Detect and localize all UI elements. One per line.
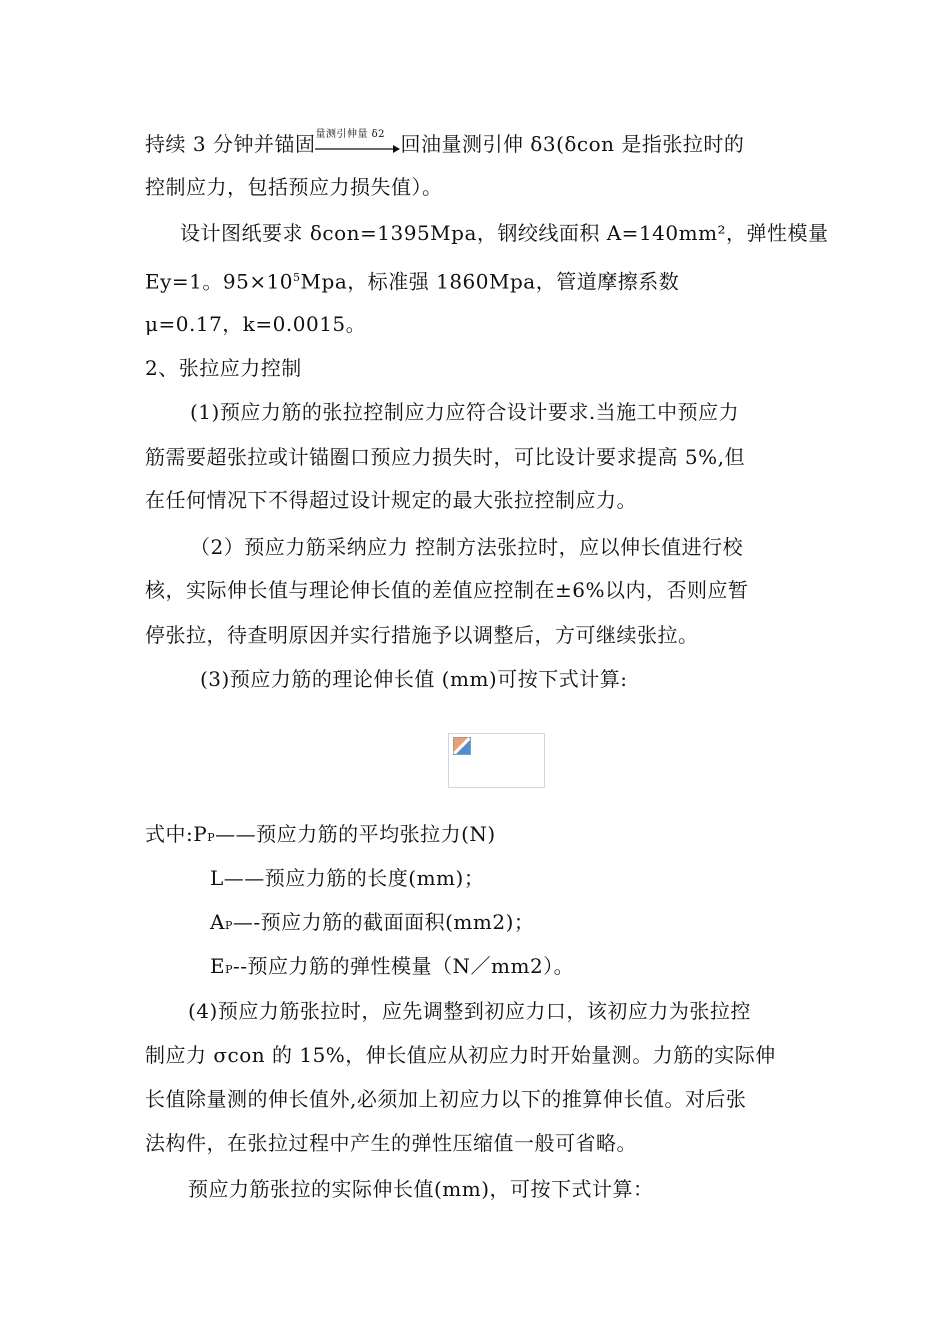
formula-legend-line-3 (210, 909, 534, 939)
paragraph-line-9: 在任何情况下不得超过设计规定的最大张拉控制应力。 (145, 488, 637, 512)
subscript: P (225, 963, 234, 976)
right-arrow-icon (315, 145, 400, 153)
paragraph-line-3: 设计图纸要求 δcon=1395Mpa，钢绞线面积 A=140mm²，弹性模量 (180, 221, 829, 245)
formula-legend-line-1 (145, 821, 496, 851)
broken-image-icon (453, 737, 471, 755)
superscript: 5 (293, 271, 301, 284)
arrow-annotation (315, 128, 400, 157)
arrow-label: 量测引伸量 δ2 (315, 128, 386, 140)
paragraph-line-7: (1)预应力筋的张拉控制应力应符合设计要求.当施工中预应力 (190, 400, 740, 424)
paragraph-line-13: (3)预应力筋的理论伸长值 (mm)可按下式计算: (200, 667, 628, 691)
text-segment: 式中:P (145, 822, 208, 846)
section-heading: 2、张拉应力控制 (145, 356, 302, 380)
paragraph-line-8: 筋需要超张拉或计锚圈口预应力损失时，可比设计要求提高 5%,但 (145, 445, 745, 469)
text-segment: A (210, 910, 225, 934)
paragraph-line-22: 预应力筋张拉的实际伸长值(mm)，可按下式计算： (188, 1177, 654, 1201)
text-segment: --预应力筋的弹性模量（N／mm2）。 (233, 954, 575, 978)
paragraph-line-10: （2）预应力筋采纳应力 控制方法张拉时，应以伸长值进行校 (190, 535, 744, 559)
subscript: P (207, 831, 216, 844)
paragraph-line-2: 控制应力，包括预应力损失值）。 (145, 175, 443, 199)
paragraph-line-4 (145, 265, 679, 295)
paragraph-line-12: 停张拉，待查明原因并实行措施予以调整后，方可继续张拉。 (145, 623, 699, 647)
paragraph-line-20: 长值除量测的伸长值外,必须加上初应力以下的推算伸长值。对后张 (145, 1087, 747, 1111)
text-segment: —-预应力筋的截面面积(mm2)； (232, 910, 535, 934)
paragraph-line-19: 制应力 σcon 的 15%，伸长值应从初应力时开始量测。力筋的实际伸 (145, 1043, 776, 1067)
paragraph-line-21: 法构件，在张拉过程中产生的弹性压缩值一般可省略。 (145, 1131, 637, 1155)
text-segment: 回油量测引伸 δ3(δcon 是指张拉时的 (400, 132, 745, 156)
formula-image (448, 733, 545, 788)
paragraph-line-11: 核，实际伸长值与理论伸长值的差值应控制在±6%以内，否则应暂 (145, 578, 749, 602)
text-segment: E (210, 954, 226, 978)
text-segment: Ey=1。95×10 (145, 269, 294, 294)
paragraph-line-5: μ=0.17，k=0.0015。 (145, 312, 367, 336)
formula-legend-line-4 (210, 953, 574, 983)
paragraph-line-18: (4)预应力筋张拉时，应先调整到初应力口，该初应力为张拉控 (188, 999, 751, 1023)
text-segment: Mpa，标准强 1860Mpa，管道摩擦系数 (300, 269, 680, 294)
subscript: P (224, 919, 233, 932)
paragraph-line-1 (145, 128, 745, 157)
text-segment: 持续 3 分钟并锚固 (145, 132, 316, 156)
text-segment: ——预应力筋的平均张拉力(N) (215, 822, 496, 846)
formula-legend-line-2: L——预应力筋的长度(mm)； (210, 866, 485, 890)
